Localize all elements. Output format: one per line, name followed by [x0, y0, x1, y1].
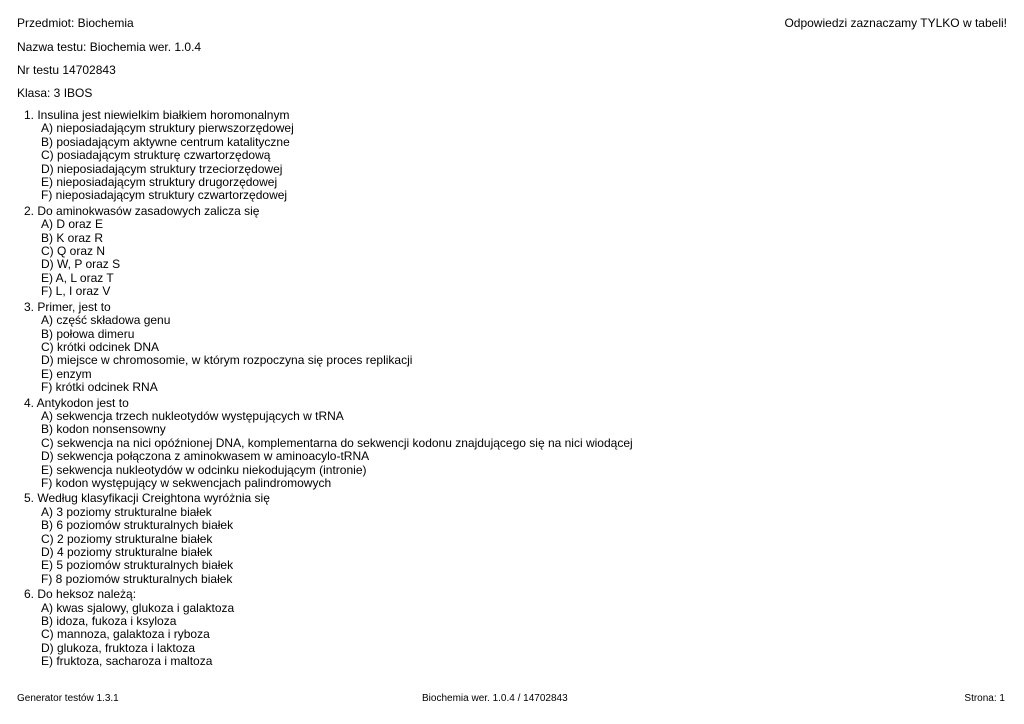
answer-option: C) posiadającym strukturę czwartorzędową — [41, 148, 271, 163]
answer-option: D) sekwencja połączona z aminokwasem w aminoacylo-tRNA — [41, 449, 370, 464]
answer-option: F) nieposiadającym struktury czwartorzędowej — [41, 188, 288, 203]
answer-option: E) enzym — [41, 366, 92, 381]
question-6 — [24, 588, 1004, 668]
subject-label: Przedmiot: Biochemia — [17, 16, 134, 30]
answer-list — [24, 506, 1004, 586]
answer-option: E) nieposiadającym struktury drugorzędowej — [41, 175, 278, 190]
question-2 — [24, 205, 1004, 299]
footer-generator: Generator testów 1.3.1 — [17, 693, 119, 704]
answer-list — [24, 410, 1004, 490]
question-text: 6. Do heksoz należą: — [24, 587, 137, 602]
answer-option: A) 3 poziomy strukturalne białek — [41, 504, 212, 519]
answer-list — [24, 218, 1004, 298]
question-3 — [24, 301, 1004, 395]
answer-option: C) 2 poziomy strukturalne białek — [41, 531, 213, 546]
answer-list — [24, 602, 1004, 669]
instruction-note: Odpowiedzi zaznaczamy TYLKO w tabeli! — [784, 16, 1007, 30]
answer-option: E) A, L oraz T — [41, 270, 114, 285]
footer-page-number: Strona: 1 — [964, 693, 1005, 704]
footer-test-id: Biochemia wer. 1.0.4 / 14702843 — [422, 693, 568, 704]
answer-option: D) glukoza, fruktoza i laktoza — [41, 640, 196, 655]
class-label: Klasa: 3 IBOS — [17, 86, 93, 100]
answer-option: F) L, I oraz V — [41, 284, 111, 299]
question-text: 4. Antykodon jest to — [24, 395, 129, 410]
answer-option: D) nieposiadającym struktury trzeciorzędowej — [41, 161, 283, 176]
question-1 — [24, 109, 1004, 203]
question-4 — [24, 397, 1004, 491]
answer-option: E) sekwencja nukleotydów w odcinku niekodującym (intronie) — [41, 462, 367, 477]
answer-option: A) D oraz E — [41, 217, 104, 232]
answer-option: A) sekwencja trzech nukleotydów występujących w tRNA — [41, 408, 344, 423]
question-text: 3. Primer, jest to — [24, 299, 111, 314]
answer-option: C) mannoza, galaktoza i ryboza — [41, 627, 210, 642]
answer-option: A) nieposiadającym struktury pierwszorzędowej — [41, 121, 294, 136]
answer-option: B) 6 poziomów strukturalnych białek — [41, 518, 234, 533]
answer-option: C) Q oraz N — [41, 244, 106, 259]
question-text: 1. Insulina jest niewielkim białkiem horomonalnym — [24, 108, 290, 122]
answer-option: C) sekwencja na nici opóźnionej DNA, komplementarna do sekwencji kodonu znajdującego się na nici wiodącej — [41, 435, 633, 450]
answer-option: F) kodon występujący w sekwencjach palindromowych — [41, 475, 332, 490]
answer-option: B) K oraz R — [41, 230, 104, 245]
question-list — [24, 109, 1004, 671]
answer-option: B) połowa dimeru — [41, 326, 135, 341]
answer-option: D) 4 poziomy strukturalne białek — [41, 545, 213, 559]
answer-option: A) kwas sjalowy, glukoza i galaktoza — [41, 600, 235, 615]
answer-option: F) krótki odcinek RNA — [41, 380, 158, 395]
answer-option: D) W, P oraz S — [41, 257, 121, 272]
question-text: 2. Do aminokwasów zasadowych zalicza się — [24, 203, 260, 218]
answer-option: E) fruktoza, sacharoza i maltoza — [41, 654, 213, 669]
answer-option: E) 5 poziomów strukturalnych białek — [41, 558, 234, 573]
question-5 — [24, 492, 1004, 586]
answer-list — [24, 122, 1004, 202]
answer-option: D) miejsce w chromosomie, w którym rozpoczyna się proces replikacji — [41, 353, 413, 368]
question-text: 5. Według klasyfikacji Creightona wyróżnia się — [24, 491, 270, 506]
answer-option: A) część składowa genu — [41, 313, 171, 328]
test-number-label: Nr testu 14702843 — [17, 63, 116, 77]
answer-option: F) 8 poziomów strukturalnych białek — [41, 571, 233, 586]
answer-option: B) kodon nonsensowny — [41, 422, 166, 437]
answer-option: C) krótki odcinek DNA — [41, 339, 160, 354]
answer-option: B) idoza, fukoza i ksyloza — [41, 614, 177, 629]
answer-option: B) posiadającym aktywne centrum katalityczne — [41, 134, 290, 149]
answer-list — [24, 314, 1004, 394]
test-name-label: Nazwa testu: Biochemia wer. 1.0.4 — [17, 40, 202, 54]
